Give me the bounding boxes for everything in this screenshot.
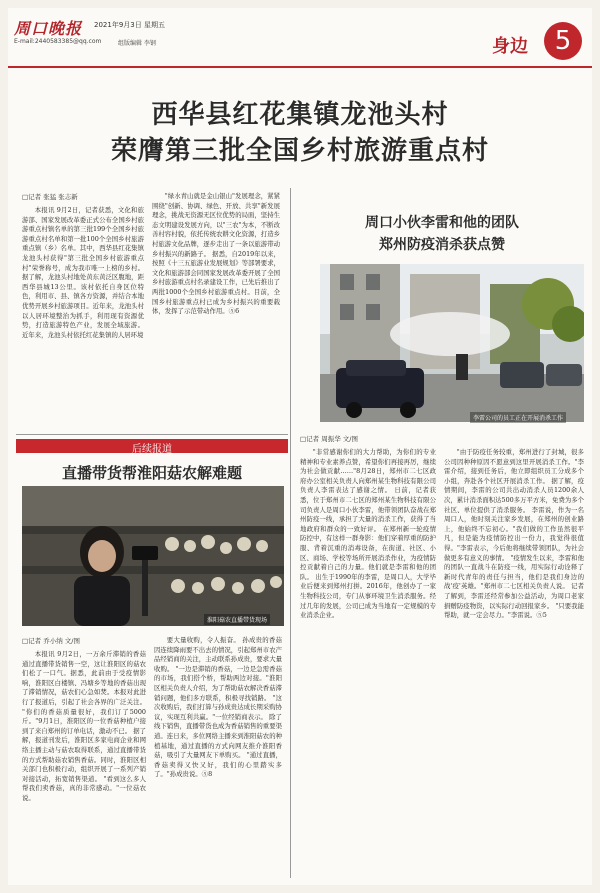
column-divider	[290, 188, 291, 878]
article2-photo-caption: 李雷公司的员工正在开展消杀工作	[470, 412, 566, 423]
article2-title-line2: 郑州防疫消杀获点赞	[379, 237, 505, 253]
newspaper-logo: 周口晚报	[14, 19, 83, 38]
article2-column2	[444, 448, 584, 868]
article3-title: 直播带货帮淮阳菇农解难题	[61, 464, 242, 482]
article2-column1	[300, 448, 436, 868]
masthead	[8, 8, 592, 68]
newspaper-page	[8, 8, 592, 885]
livestream-photo-image	[22, 486, 284, 626]
disinfection-photo-image	[320, 264, 584, 422]
article1-column1-text: 本报讯 9月2日，记者获悉，文化和旅游部、国家发展改革委正式公布全国乡村旅游重点村镇名单的第三批199个全国乡村旅游重点村名单和第一批100个全国乡村旅游重点镇（乡）名单。其中，西华县红花集镇龙池头村获得"第三批全国乡村旅游重点村"荣誉称号，成为我市唯一上榜的乡村。 据了解，龙池头村地处黄东黄泛区腹地，距西华县城13公里。该村依托自身区位特色，利用市、县、镇各方资源，并结合本地优势开展乡村旅游项目。近年来，龙池头村以人居环境整治为抓手，利用现有资源优势，打造旅游特色产业，发展全域旅游。 近年来，龙池头村依托红花集镇的人居环境	[22, 206, 144, 339]
article1-column1	[22, 206, 144, 416]
article1-column2	[152, 192, 280, 416]
article3-column2	[154, 636, 282, 880]
follow-up-banner-text: 后续报道	[132, 444, 172, 455]
contact-email: E-mail:2440583385@qq.com	[14, 38, 102, 45]
article3-photo-caption: 淮阳菇农直播带货现场	[204, 614, 270, 625]
masthead-rule	[8, 66, 592, 68]
article1-title-line2: 荣膺第三批全国乡村旅游重点村	[110, 136, 489, 166]
page-number-badge: 5	[544, 22, 582, 60]
article3-column1	[22, 650, 146, 880]
article1-title-line1: 西华县红花集镇龙池头村	[151, 100, 449, 130]
article3-byline: □记者 乔小纳 文/图	[22, 637, 80, 645]
article1-column2-text: "绿水青山就是金山银山"发展理念，紧紧围绕"创新、协调、绿色、开放、共享"新发展理念，挑战无资源无区位优势的局面，坚持生态文明建设发展方向，以"三农"为本，不断改善村容村貌，依托传统农耕文化资源，打造乡村旅游文化品牌，逐步走出了一条以旅游带动乡村振兴的新路子。 据悉，自2019年以来，按照《十三五旅游业发展规划》等部署要求，文化和旅游部会同国家发展改革委开展了全国乡村旅游重点村名录建设工作，已先后推出了两批1000个全国乡村旅游重点村。目前，全国乡村旅游重点村已成为乡村振兴的重要载体，发挥了示范带动作用。⑤6	[152, 192, 280, 316]
article3-column1-text: 本报讯 9月2日，一万余斤滞销的香菇通过直播带货销售一空，这让淮阳区的菇农们松了一口气。据悉，此前由于受疫情影响，淮阳区白楼镇、冯塘乡等地的香菇出现了滞销情况，菇农们心急如焚。本报对此进行了报道后，引起了社会各界的广泛关注。 "你们的香菇质量很好，我们订了5000斤。"9月1日，淮阳区的一位香菇种植户接到了来自郑州的订单电话，激动不已。 据了解，报道刊发后，淮阳区多家电商企业和网络主播主动与菇农取得联系，通过直播带货的方式帮助菇农销售香菇。同时，淮阳区相关部门也积极行动，组织开展了一系列产销对接活动，拓宽销售渠道。 "看到这么多人帮我们卖香菇，真的非常感动。"一位菇农说。	[22, 650, 146, 802]
article1-byline: □记者 张猛 张志新	[22, 193, 78, 201]
follow-up-banner	[16, 439, 288, 453]
article2-title-line1: 周口小伙李雷和他的团队	[365, 215, 519, 231]
dateline: 2021年9月3日 星期五	[94, 21, 165, 29]
article2-column1-text: "非常感谢你们的大力帮助，为你们的专业精神和专业素养点赞，希望你们再接再厉，继续为社会做贡献……"8月28日，郑州市二七区政府办公室相关负责人向郑州某生物科技有限公司负责人李雷表达了感谢之情。 日前，记者获悉，位于郑州市二七区的郑州某生物科技有限公司负责人是周口小伙李雷，他带领团队奋战在郑州防疫一线，承担了大量的消杀工作，获得了当地政府和群众的一致好评。 在郑州新一轮疫情防控中，有这样一群身影：他们穿着厚重的防护服、背着沉重的消毒设备，在街道、社区、小区、商场、学校等场所开展消杀作业，为疫情防控贡献着自己的力量。他们就是李雷和他的团队。 出生于1990年的李雷，是周口人，大学毕业后便来到郑州打拼。2016年，他创办了一家生物科技公司，专门从事环境卫生消杀服务。经过几年的发展，公司已成为当地有一定规模的专业消杀企业。	[300, 448, 436, 620]
article2-byline: □记者 周振华 文/图	[300, 435, 358, 443]
livestream-photo	[22, 486, 284, 626]
section-divider	[16, 434, 288, 435]
section-name: 身边	[492, 36, 528, 57]
article3-column2-text: 要大量收购，令人振奋。 孙成贵的香菇因连续降雨要不出去的情况，引起郑州市农产品经销商的关注，主动联系孙成贵，要求大量收购。 "一边是滞销的香菇，一边是急需香菇的市场，我们搭个桥，帮助两边对接。"淮阳区相关负责人介绍，为了帮助菇农解决香菇滞销问题，他们多方联系，积极寻找销路。 "这次收购后，我们打算与孙成贵达成长期采购协议，实现互利共赢。"一位经销商表示。 除了线下销售，直播带货也成为香菇销售的重要渠道。连日来，多位网络主播来到淮阳菇农的种植基地，通过直播的方式向网友推介淮阳香菇，吸引了大量网友下单购买。 "通过直播，香菇卖得又快又好，我们的心里踏实多了。"孙成贵说。⑤8	[154, 636, 282, 779]
disinfection-photo	[320, 264, 584, 422]
editors-line: 组版编辑 李钢	[118, 40, 156, 47]
article2-column2-text: "由于防疫任务较重，郑州进行了封城，很多公司因种种原因不愿意到这里开展消杀工作。"李雷介绍，接到任务后，他立即组织员工分成多个小组，奔赴各个社区开展消杀工作。 据了解，疫情期间，李雷的公司共出动消杀人员1200余人次，累计消杀面积达500多万平方米，免费为多个社区、单位提供了消杀服务。 李雷说，作为一名周口人，他时刻关注家乡发展，在郑州的创业路上，他始终不忘初心。"我们做的工作虽然很平凡，但是能为疫情防控出一份力，我觉得很值得。"李雷表示，今后他将继续带领团队，为社会做更多有意义的事情。 "疫情发生以来，李雷和他的团队一直战斗在防疫一线，用实际行动诠释了新时代青年的责任与担当，他们是我们身边的战'疫'英雄。"郑州市二七区相关负责人说。 记者了解到，李雷还经常参加公益活动，为周口老家捐赠防疫物资，以实际行动回报家乡。 "只要我能帮助，就一定会尽力。"李雷说。⑤5	[444, 448, 584, 620]
